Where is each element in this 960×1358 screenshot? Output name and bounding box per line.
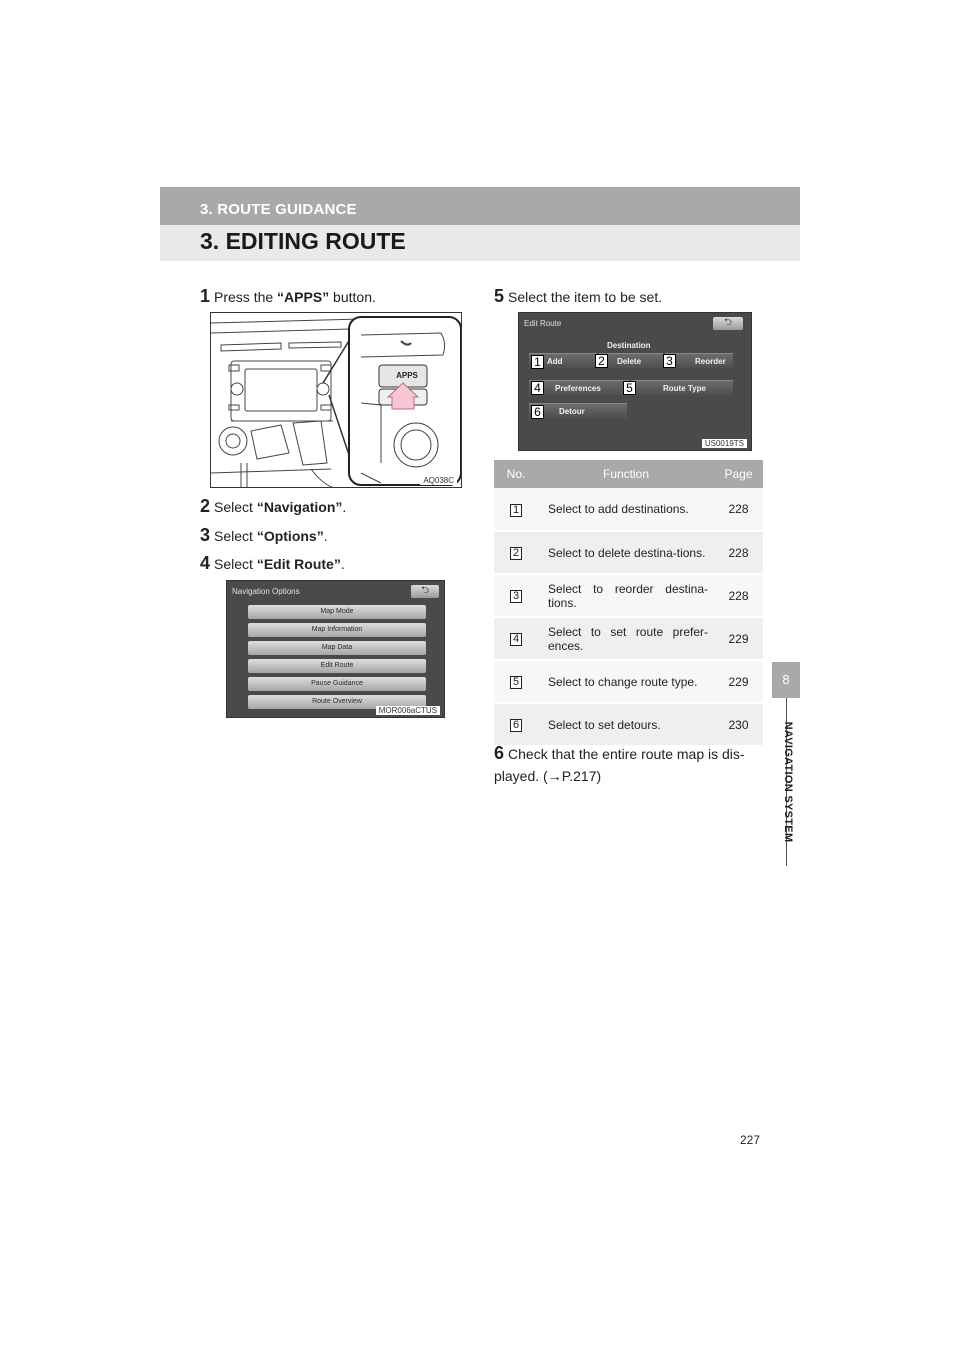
edit-route-screen xyxy=(518,312,752,451)
menu-item-edit-route[interactable]: Edit Route xyxy=(248,659,426,673)
section-header xyxy=(160,187,800,225)
reorder-button[interactable]: Reorder xyxy=(665,353,733,369)
row-number: 2 xyxy=(510,547,522,560)
callout-5: 5 xyxy=(623,381,636,395)
row-function: Select to add destinations. xyxy=(538,488,714,531)
row-page: 228 xyxy=(714,531,763,574)
header-function: Function xyxy=(538,460,714,488)
table-row xyxy=(494,617,763,660)
figure-code: US0019TS xyxy=(702,439,747,448)
callout-4: 4 xyxy=(531,381,544,395)
row-number: 3 xyxy=(510,590,522,603)
table-row xyxy=(494,660,763,703)
table-row xyxy=(494,703,763,746)
navigation-options-screen xyxy=(226,580,445,718)
callout-2: 2 xyxy=(595,354,608,368)
row-page: 230 xyxy=(714,703,763,746)
menu-item-map-information[interactable]: Map Information xyxy=(248,623,426,637)
function-table xyxy=(494,460,763,747)
delete-button[interactable]: Delete xyxy=(599,353,663,369)
apps-label: “APPS” xyxy=(277,289,330,305)
step-1: 1 Press the “APPS” button. xyxy=(200,286,376,306)
page-title: 3. EDITING ROUTE xyxy=(200,228,406,254)
add-button[interactable]: Add xyxy=(529,353,597,369)
screen-title: Navigation Options xyxy=(232,587,300,596)
figure-code: MOR006aCTUS xyxy=(376,706,440,715)
row-function: Select to set detours. xyxy=(538,703,714,746)
row-function: Select to reorder destina-tions. xyxy=(538,574,714,617)
header-no: No. xyxy=(494,460,538,488)
step-number: 3 xyxy=(200,525,211,545)
row-page: 228 xyxy=(714,488,763,531)
step-number: 2 xyxy=(200,496,211,516)
row-number: 1 xyxy=(510,504,522,517)
menu-item-map-data[interactable]: Map Data xyxy=(248,641,426,655)
row-function: Select to delete destina-tions. xyxy=(538,531,714,574)
menu-item-map-mode[interactable]: Map Mode xyxy=(248,605,426,619)
row-number: 4 xyxy=(510,633,522,646)
figure-code: AQ038C xyxy=(420,476,457,485)
row-function: Select to change route type. xyxy=(538,660,714,703)
step-4: 4 Select “Edit Route”. xyxy=(200,553,345,573)
callout-1: 1 xyxy=(531,355,544,369)
step-number: 5 xyxy=(494,286,505,306)
step-6: 6 Check that the entire route map is dis-played. (→P.217) xyxy=(494,743,745,784)
row-number: 6 xyxy=(510,719,522,732)
table-row xyxy=(494,531,763,574)
back-icon[interactable]: ⮌ xyxy=(411,585,439,598)
row-page: 229 xyxy=(714,660,763,703)
page-number: 227 xyxy=(740,1133,761,1147)
apps-button-label: APPS xyxy=(396,371,418,380)
route-type-button[interactable]: Route Type xyxy=(631,380,733,396)
row-page: 228 xyxy=(714,574,763,617)
step-number: 6 xyxy=(494,743,505,763)
destination-label: Destination xyxy=(607,341,651,350)
chapter-tab xyxy=(772,662,800,698)
row-function: Select to set route prefer-ences. xyxy=(538,617,714,660)
step-number: 1 xyxy=(200,286,211,306)
screen-title: Edit Route xyxy=(524,319,562,328)
table-row xyxy=(494,488,763,531)
step-number: 4 xyxy=(200,553,211,573)
table-header-row xyxy=(494,460,763,488)
header-page: Page xyxy=(714,460,763,488)
detour-button[interactable]: Detour xyxy=(529,403,627,419)
step-3: 3 Select “Options”. xyxy=(200,525,328,545)
menu-item-route-overview[interactable]: Route Overview xyxy=(248,695,426,709)
page-title-bar xyxy=(160,225,800,261)
chapter-name: NAVIGATION SYSTEM xyxy=(782,721,794,843)
back-icon[interactable]: ⮌ xyxy=(713,317,743,330)
callout-6: 6 xyxy=(531,405,544,419)
table-row xyxy=(494,574,763,617)
menu-item-pause-guidance[interactable]: Pause Guidance xyxy=(248,677,426,691)
section-title: 3. ROUTE GUIDANCE xyxy=(200,201,357,218)
step-2: 2 Select “Navigation”. xyxy=(200,496,347,516)
row-page: 229 xyxy=(714,617,763,660)
step-5: 5 Select the item to be set. xyxy=(494,286,663,306)
dashboard-illustration xyxy=(210,312,462,488)
callout-3: 3 xyxy=(663,354,676,368)
dashboard-drawing xyxy=(211,313,462,488)
chapter-number: 8 xyxy=(782,672,790,687)
row-number: 5 xyxy=(510,676,522,689)
preferences-button[interactable]: Preferences xyxy=(529,380,629,396)
